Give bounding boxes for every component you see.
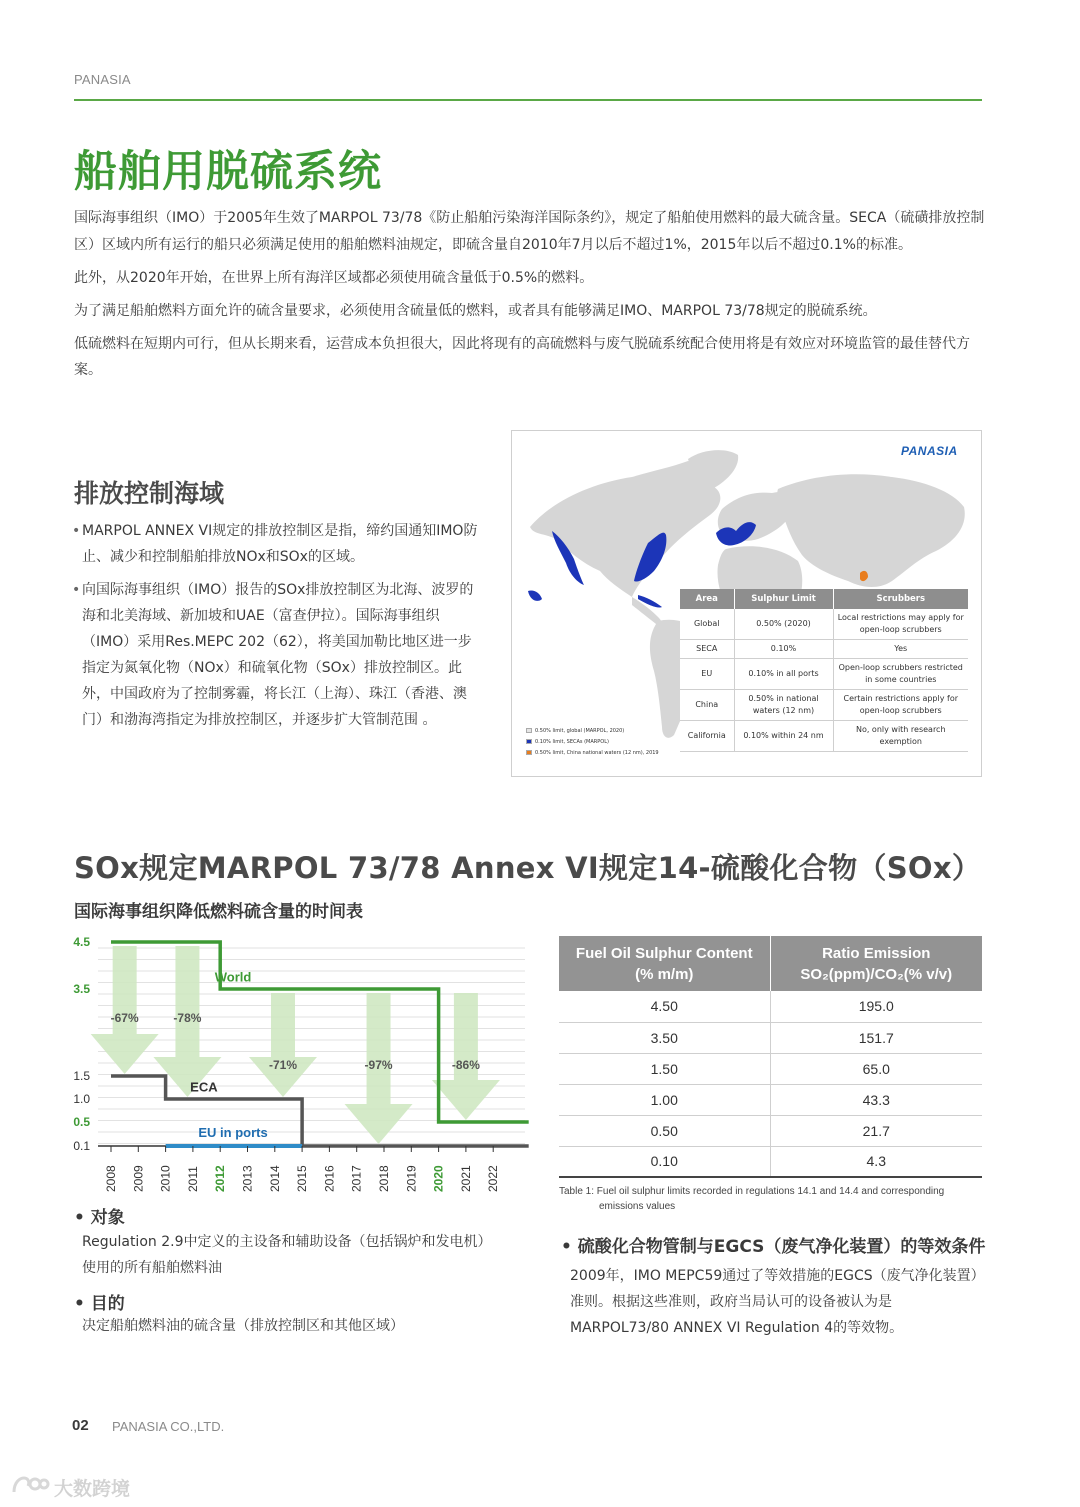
sulphur-header-line: SO₂(ppm)/CO₂(% v/v) [800,965,953,983]
reduction-arrow [432,993,500,1120]
north-america-landmass [530,461,720,597]
map-table-cell: 0.10% [734,640,833,659]
map-legend-item [526,726,659,737]
sulphur-cell: 151.7 [770,1022,982,1053]
reduction-label: -67% [110,1011,139,1025]
y-tick-label: 3.5 [73,982,90,996]
x-tick-label: 2011 [185,1166,200,1192]
sulphur-header-line: Ratio Emission [822,944,931,962]
y-tick-label: 1.0 [73,1092,90,1106]
eca-map-figure [511,430,982,777]
reduction-label: -97% [364,1058,393,1072]
map-table-cell: EU [680,659,734,690]
header-divider [74,99,982,101]
map-table-cell: 0.10% within 24 nm [734,721,833,752]
asia-landmass [777,474,965,587]
map-legend-item [526,748,659,759]
watermark-text: 大数跨境 [54,1478,131,1500]
object-heading: • 对象 [74,1203,125,1228]
page-number: 02 [72,1417,89,1434]
sulphur-table-row [559,1084,982,1115]
x-tick-label: 2017 [349,1165,364,1192]
sulphur-header-line: Fuel Oil Sulphur Content [575,944,753,962]
map-table-row [680,721,968,752]
purpose-text: 决定船舶燃料油的硫含量（排放控制区和其他区域） [82,1318,404,1334]
x-tick-label: 2021 [458,1165,473,1192]
sulphur-cell: 195.0 [770,991,982,1022]
table-caption [559,1184,983,1214]
x-tick-label: 2019 [404,1165,419,1192]
reduction-arrow [91,946,159,1074]
sulphur-cell: 1.00 [559,1084,770,1115]
egcs-text: 2009年，IMO MEPC59通过了等效措施的EGCS（废气净化装置）准则。根据这些准则，政府当局认可的设备被认为是MARPOL73/80 ANNEX VI Regulation 4的等效物。 [570,1268,985,1336]
legend-label: 0.50% limit, global (MARPOL, 2020) [535,728,625,734]
y-tick-label: 4.5 [73,935,90,949]
object-text: Regulation 2.9中定义的主设备和辅助设备（包括锅炉和发电机）使用的所有船舶燃料油 [82,1234,492,1276]
x-tick-label: 2022 [486,1165,501,1192]
table-caption-line: emissions values [599,1201,676,1212]
eca-bullet: • MARPOL ANNEX VI规定的排放控制区是指，缔约国通知IMO防止、减少和控制船舶排放NOx和SOx的区域。 [72,518,484,570]
sulphur-header-line: (% m/m) [635,965,694,983]
legend-label: 0.10% limit, SECAs (MARPOL) [535,739,609,745]
map-table-cell: China [680,690,734,721]
sulphur-cell: 3.50 [559,1022,770,1053]
reduction-label: -71% [268,1058,297,1072]
egcs-heading: • 硫酸化合物管制与EGCS（废气净化装置）的等效条件 [561,1232,985,1257]
x-tick-label: 2012 [213,1165,228,1192]
page-title: 船舶用脱硫系统 [74,147,382,197]
footer-company: PANASIA CO.,LTD. [112,1419,225,1434]
intro-text [74,205,986,390]
eca-bullet-list [72,518,484,740]
map-table-header: Area [680,589,734,609]
sulphur-timeline-chart [60,930,540,1198]
map-table-cell: 0.50% (2020) [734,609,833,640]
table-caption-line: Table 1: Fuel oil sulphur limits recorded in regulations 14.1 and 14.4 and corresponding [559,1186,945,1197]
x-tick-label: 2008 [104,1165,118,1192]
map-legend-item [526,737,659,748]
sulphur-table-row [559,1115,982,1146]
sulphur-cell: 0.10 [559,1146,770,1177]
y-tick-label: 0.1 [73,1139,90,1153]
sulphur-table-header [559,936,770,991]
watermark-logo-icon [10,1474,50,1500]
sulphur-cell: 65.0 [770,1053,982,1084]
panasia-map-logo: PANASIA [901,444,958,458]
x-tick-label: 2015 [295,1165,310,1192]
map-table-cell: Global [680,609,734,640]
header-brand: PANASIA [74,72,131,87]
map-table-header: Scrubbers [833,589,968,609]
eca-map-table [680,589,968,752]
sulphur-emission-table [559,936,982,1178]
map-legend [526,726,659,759]
sulphur-cell: 21.7 [770,1115,982,1146]
map-table-row [680,690,968,721]
x-tick-label: 2018 [377,1165,391,1192]
sulphur-cell: 4.3 [770,1146,982,1177]
x-tick-label: 2009 [131,1165,146,1192]
reduction-label: -78% [173,1011,202,1025]
intro-paragraph: 国际海事组织（IMO）于2005年生效了MARPOL 73/78《防止船舶污染海洋国际条约》，规定了船舶使用燃料的最大硫含量。SECA（硫磺排放控制区）区域内所有运行的船只必须满足使用的船舶燃料油规定，即硫含量自2010年7月以后不超过1%，2015年以后不超过0.1%的标准。 [74,210,985,253]
x-tick-label: 2014 [267,1165,282,1192]
map-table-cell: No, only with research exemption [833,721,968,752]
x-tick-label: 2010 [158,1165,173,1192]
chart-title: 国际海事组织降低燃料硫含量的时间表 [74,902,363,922]
y-tick-label: 1.5 [73,1069,90,1083]
purpose-heading: • 目的 [74,1289,125,1314]
sulphur-table-row [559,991,982,1022]
y-tick-label: 0.5 [73,1115,90,1129]
map-table-header: Sulphur Limit [734,589,833,609]
legend-swatch [526,728,532,733]
eca-bullet: • 向国际海事组织（IMO）报告的SOx排放控制区为北海、波罗的海和北美海域、新加坡和UAE（富查伊拉）。国际海事组织（IMO）采用Res.MEPC 202（62），将美国加勒比地区进一步指定为氮氧化物（NOx）和硫氧化物（SOx）排放控制区。此外，中国政府为了控制雾霾，将长江（上海）、珠江（香港、澳门）和渤海湾指定为排放控制区，并逐步扩大管制范围 。 [72,577,484,733]
sox-section-title: SOx规定MARPOL 73/78 Annex VI规定14-硫酸化合物（SOx） [74,851,982,885]
map-table-cell: Local restrictions may apply for open-loop scrubbers [833,609,968,640]
reduction-label: -86% [451,1058,480,1072]
map-table-row [680,609,968,640]
x-tick-label: 2020 [431,1165,446,1192]
sulphur-table-row [559,1146,982,1177]
map-table-cell: 0.50% in national waters (12 nm) [734,690,833,721]
sulphur-cell: 1.50 [559,1053,770,1084]
map-table-row [680,640,968,659]
legend-swatch [526,739,532,744]
sulphur-table-row [559,1053,982,1084]
intro-paragraph: 为了满足船舶燃料方面允许的硫含量要求，必须使用含硫量低的燃料，或者具有能够满足IMO、MARPOL 73/78规定的脱硫系统。 [74,302,877,319]
series-label: World [214,969,252,985]
map-table-cell: SECA [680,640,734,659]
map-table-cell: California [680,721,734,752]
series-label: EU in ports [198,1124,268,1140]
sulphur-cell: 4.50 [559,991,770,1022]
legend-swatch [526,750,532,755]
map-table-cell: 0.10% in all ports [734,659,833,690]
hawaii-eca [528,590,542,600]
sulphur-table-row [559,1022,982,1053]
intro-paragraph: 低硫燃料在短期内可行，但从长期来看，运营成本负担很大，因此将现有的高硫燃料与废气脱硫系统配合使用将是有效应对环境监管的最佳替代方案。 [74,335,970,378]
x-tick-label: 2016 [322,1165,337,1192]
sulphur-cell: 0.50 [559,1115,770,1146]
x-tick-label: 2013 [240,1165,255,1192]
sulphur-cell: 43.3 [770,1084,982,1115]
series-label: ECA [190,1079,218,1095]
intro-paragraph: 此外，从2020年开始，在世界上所有海洋区域都必须使用硫含量低于0.5%的燃料。 [74,269,594,286]
reduction-arrow [249,993,317,1097]
map-table-cell: Certain restrictions apply for open-loop scrubbers [833,690,968,721]
eca-section-title: 排放控制海域 [74,479,225,508]
sulphur-table-header [770,936,982,991]
map-table-row [680,659,968,690]
legend-label: 0.50% limit, China national waters (12 nm), 2019 [535,750,659,756]
map-table-cell: Yes [833,640,968,659]
map-table-cell: Open-loop scrubbers restricted in some countries [833,659,968,690]
